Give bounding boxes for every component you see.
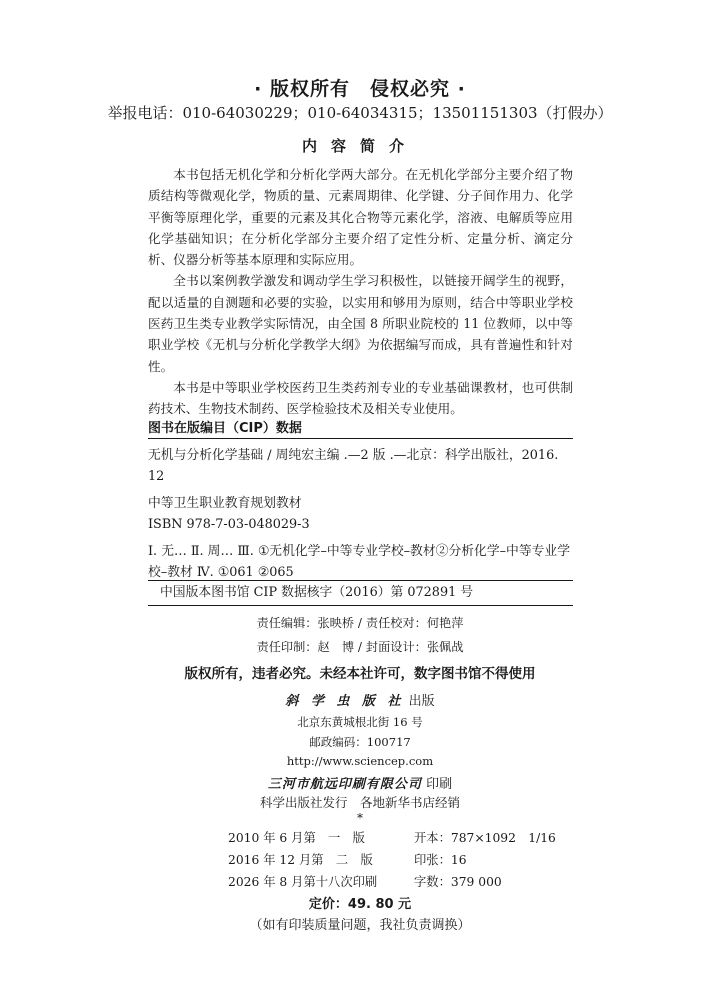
summary-text <box>148 164 573 420</box>
report-phone-line: 举报电话：010-64030229；010-64034315；13501151303（打假办） <box>107 104 613 122</box>
edition-date: 2010 年 6 月第 一 版 <box>228 831 365 845</box>
publisher-url: http://www.sciencep.com <box>286 754 434 768</box>
summary-title: 内容简介 <box>301 137 418 155</box>
cip-series: 中等卫生职业教育规划教材 <box>148 496 302 511</box>
replacement-note: （如有印装质量问题，我社负责调换） <box>249 918 471 933</box>
edition-row <box>228 872 502 890</box>
summary-paragraph-3: 本书是中等职业学校医药卫生类药剂专业的专业基础课教材，也可供制药技术、生物技术制药、医学检验技术及相关专业使用。 <box>148 379 573 417</box>
edition-info: 开本：787×1092 1/16 <box>414 831 556 845</box>
price: 定价：49. 80 元 <box>308 897 412 912</box>
distribution-line: 科学出版社发行 各地新华书店经销 <box>259 795 460 810</box>
cip-entry: 无机与分析化学基础 / 周纯宏主编 .—2 版 .—北京：科学出版社，2016. 12 <box>148 448 559 484</box>
edition-date: 2026 年 8 月第十八次印刷 <box>228 875 378 889</box>
cip-header: 图书在版编目（CIP）数据 <box>148 417 573 439</box>
staff-line-editors: 责任编辑：张映桥 / 责任校对：何艳萍 <box>256 616 464 630</box>
cip-record-number: 中国版本图书馆 CIP 数据核字（2016）第 072891 号 <box>148 580 573 606</box>
edition-info: 字数：379 000 <box>414 875 502 889</box>
publisher-postcode: 邮政编码：100717 <box>309 735 411 749</box>
edition-date: 2016 年 12 月第 二 版 <box>228 853 373 867</box>
staff-line-production: 责任印制：赵 博 / 封面设计：张佩战 <box>256 640 464 654</box>
cip-body <box>148 445 573 583</box>
printer-name: 三河市航远印刷有限公司 <box>267 777 422 792</box>
separator-asterisk: * <box>357 811 363 825</box>
edition-row <box>228 850 467 868</box>
printer-line <box>0 773 720 792</box>
cip-isbn: ISBN 978-7-03-048029-3 <box>148 517 310 532</box>
edition-info: 印张：16 <box>414 853 467 867</box>
publisher-address: 北京东黄城根北街 16 号 <box>297 715 423 729</box>
publisher-suffix: 出版 <box>408 694 435 709</box>
publisher-logo-name: 斜 学 虫 版 社 <box>285 694 405 709</box>
copyright-title: · 版权所有 侵权必究 · <box>254 78 466 100</box>
printer-suffix: 印刷 <box>426 777 453 792</box>
edition-row <box>228 828 556 846</box>
rights-notice: 版权所有，违者必究。未经本社许可，数字图书馆不得使用 <box>184 666 536 682</box>
publisher-line <box>0 690 720 709</box>
cip-subjects: Ⅰ. 无… Ⅱ. 周… Ⅲ. ①无机化学–中等专业学校–教材②分析化学–中等专业学校–教材 Ⅳ. ①061 ②065 <box>148 544 571 580</box>
summary-paragraph-1: 本书包括无机化学和分析化学两大部分。在无机化学部分主要介绍了物质结构等微观化学，物质的量、元素周期律、化学键、分子间作用力、化学平衡等原理化学，重要的元素及其化合物等元素化学，溶液、电解质等应用化学基础知识；在分析化学部分主要介绍了定性分析、定量分析、滴定分析、仪器分析等基本原理和实际应用。 <box>148 167 573 268</box>
summary-paragraph-2: 全书以案例教学激发和调动学生学习积极性，以链接开阔学生的视野，配以适量的自测题和必要的实验，以实用和够用为原则，结合中等职业学校医药卫生类专业教学实际情况，由全国 8 所职业院校的 11 位教师，以中等职业学校《无机与分析化学教学大纲》为依据编写而成，具有普遍性和针对性。 <box>148 273 573 374</box>
